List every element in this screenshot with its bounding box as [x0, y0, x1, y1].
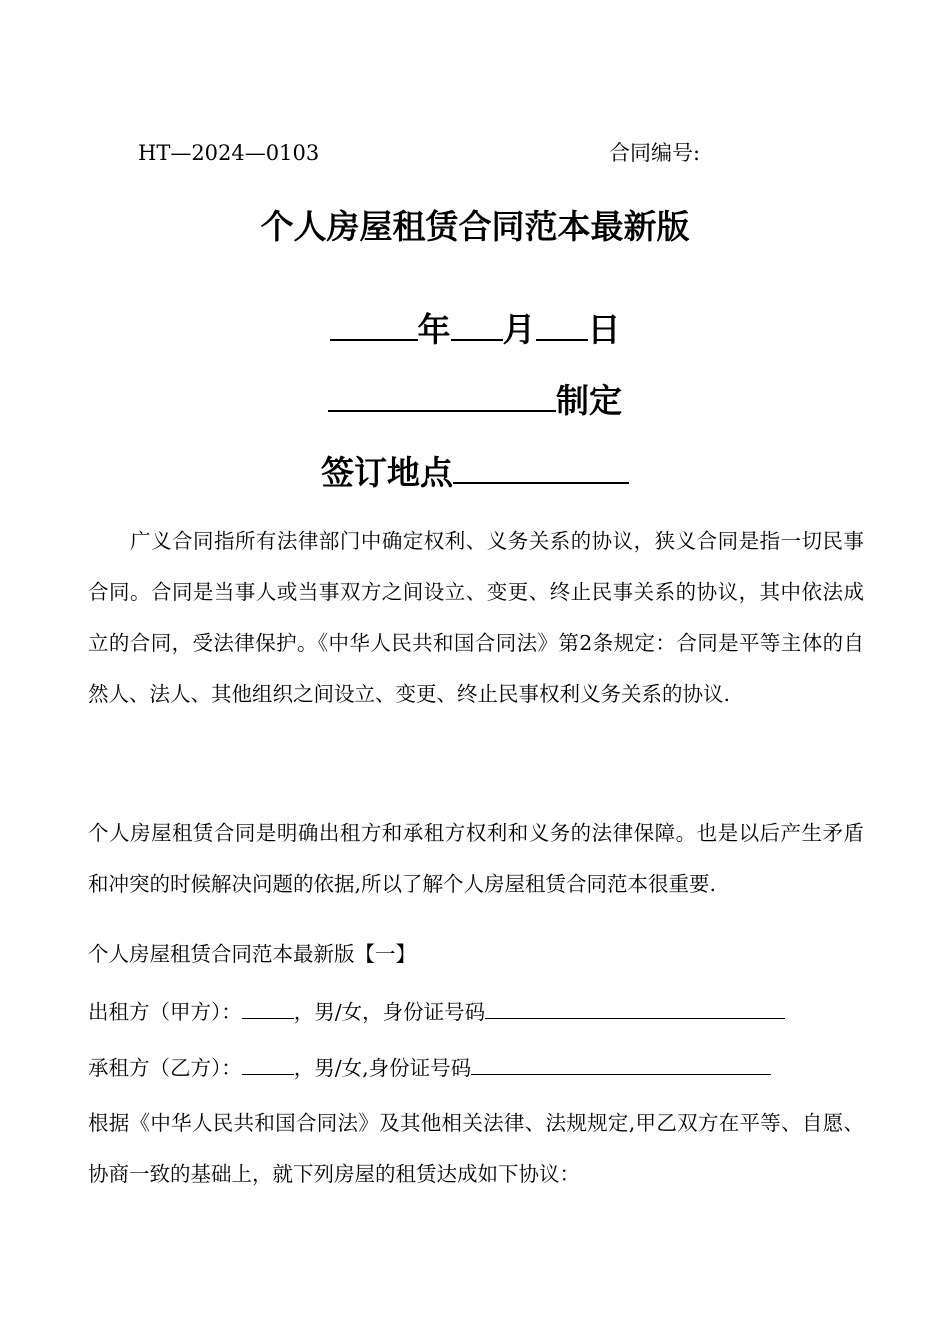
lessee-line — [88, 1054, 771, 1082]
section-title: 个人房屋租赁合同范本最新版【一】 — [88, 942, 416, 966]
lessee-id-blank[interactable] — [471, 1054, 771, 1075]
date-line — [0, 303, 950, 353]
maker-label: 制定 — [556, 381, 622, 420]
lessee-name-blank[interactable] — [242, 1054, 294, 1075]
intro-paragraph: 广义合同指所有法律部门中确定权利、义务关系的协议，狭义合同是指一切民事合同。合同是当事人或当事双方之间设立、变更、终止民事关系的协议，其中依法成立的合同，受法律保护。《中华人民共和国合同法》第2条规定：合同是平等主体的自然人、法人、其他组织之间设立、变更、终止民事权利义务关系的协议. — [88, 529, 864, 706]
contract-code: HT—2024—0103 — [138, 141, 320, 165]
lessee-label: 承租方（乙方）： — [88, 1056, 242, 1080]
lessor-name-blank[interactable] — [242, 998, 294, 1019]
purpose-paragraph: 个人房屋租赁合同是明确出租方和承租方权利和义务的法律保障。也是以后产生矛盾和冲突的时候解决问题的依据,所以了解个人房屋租赁合同范本很重要. — [88, 821, 864, 896]
lessor-gender-id-label: ，男/女，身份证号码 — [293, 1000, 486, 1024]
lessor-label: 出租方（甲方）： — [88, 1000, 242, 1024]
basis-paragraph: 根据《中华人民共和国合同法》及其他相关法律、法规规定,甲乙双方在平等、自愿、协商一致的基础上，就下列房屋的租赁达成如下协议： — [88, 1111, 864, 1186]
contract-number-label: 合同编号: — [609, 141, 701, 165]
lessor-id-blank[interactable] — [485, 998, 785, 1019]
signing-place-blank[interactable] — [453, 446, 629, 484]
month-label: 月 — [502, 310, 536, 349]
document-title: 个人房屋租赁合同范本最新版 — [260, 207, 690, 246]
day-blank[interactable] — [536, 303, 588, 341]
signing-place-line — [0, 446, 950, 496]
month-blank[interactable] — [451, 303, 503, 341]
year-blank[interactable] — [330, 303, 418, 341]
maker-line — [0, 374, 950, 424]
lessee-gender-id-label: ，男/女,身份证号码 — [293, 1056, 472, 1080]
signing-place-label: 签订地点 — [321, 453, 453, 492]
day-label: 日 — [587, 310, 621, 349]
year-label: 年 — [417, 310, 451, 349]
maker-blank[interactable] — [328, 374, 556, 412]
lessor-line — [88, 998, 785, 1026]
